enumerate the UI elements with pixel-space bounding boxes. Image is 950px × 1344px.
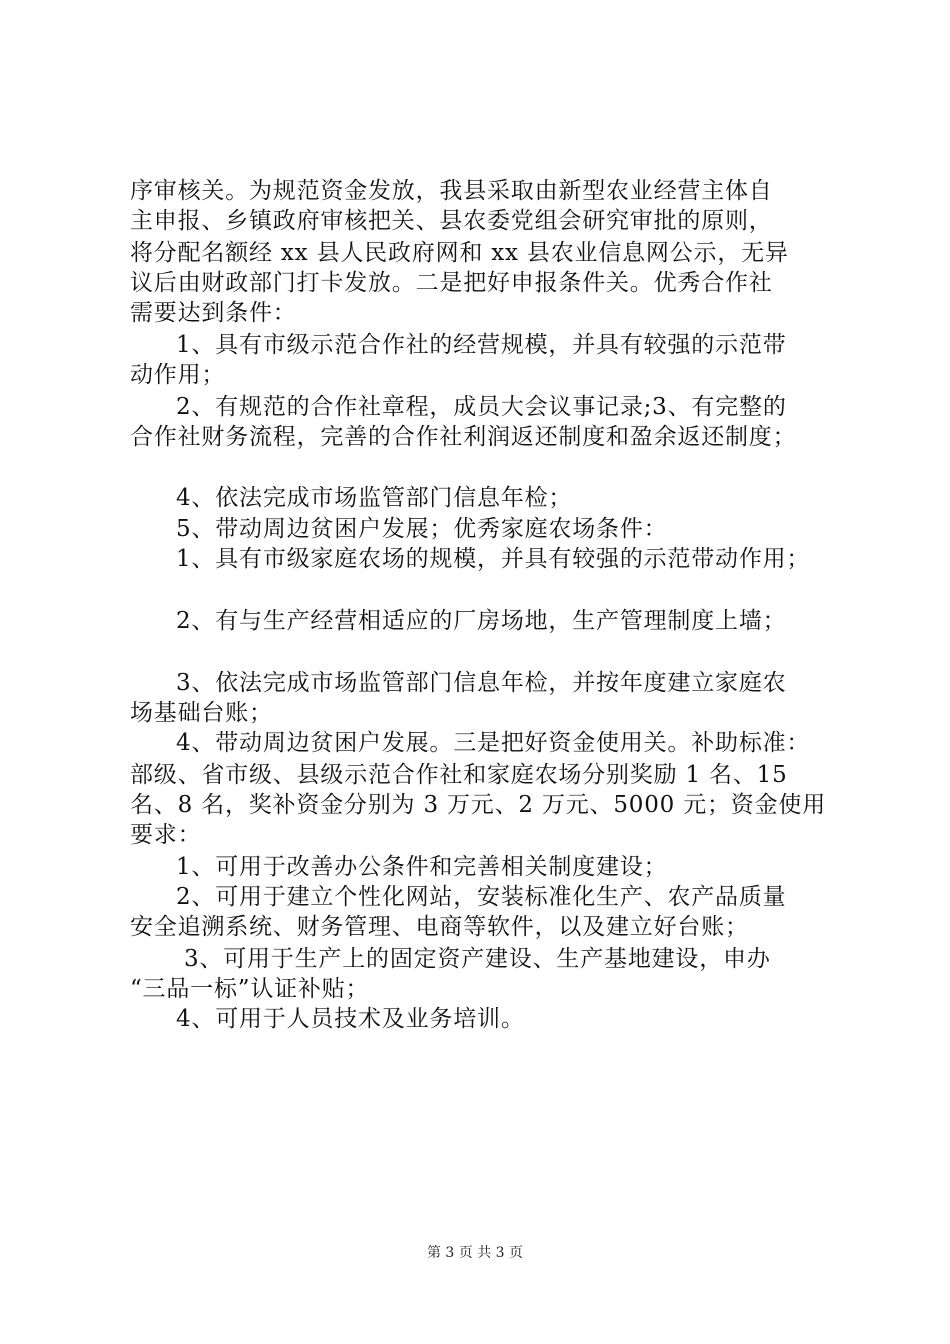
body-text-line: 部级、省市级、县级示范合作社和家庭农场分别奖励 1 名、15 [130, 762, 788, 788]
list-item-line: 2、可用于建立个性化网站，安装标准化生产、农产品质量 [176, 884, 787, 910]
list-item-line: 1、具有市级示范合作社的经营规模，并具有较强的示范带 [176, 332, 787, 358]
body-text-line: 主申报、乡镇政府审核把关、县农委党组会研究审批的原则， [130, 208, 773, 234]
body-text-line: 需要达到条件： [130, 300, 297, 326]
list-item-line: 4、可用于人员技术及业务培训。 [176, 1006, 525, 1032]
list-item-line: 3、依法完成市场监管部门信息年检，并按年度建立家庭农 [176, 670, 787, 696]
list-item-line: 1、可用于改善办公条件和完善相关制度建设； [176, 854, 668, 880]
list-item-line: 4、依法完成市场监管部门信息年检； [176, 485, 573, 511]
list-item-line: 2、有规范的合作社章程，成员大会议事记录;3、有完整的 [176, 394, 787, 420]
list-item-line: 5、带动周边贫困户发展；优秀家庭农场条件： [176, 516, 668, 542]
body-text-line: 动作用； [130, 362, 226, 388]
body-text-line: 议后由财政部门打卡发放。二是把好申报条件关。优秀合作社 [130, 270, 773, 296]
page-number-footer: 第 3 页 共 3 页 [426, 1245, 524, 1261]
body-text-line: 序审核关。为规范资金发放，我县采取由新型农业经营主体自 [130, 178, 773, 204]
list-item-line: 1、具有市级家庭农场的规模，并具有较强的示范带动作用； [176, 546, 811, 572]
list-item-line: 4、带动周边贫困户发展。三是把好资金使用关。补助标准： [176, 730, 811, 756]
list-item-line: 3、可用于生产上的固定资产建设、生产基地建设，申办 [184, 946, 771, 972]
body-text-line: 合作社财务流程，完善的合作社利润返还制度和盈余返还制度； [130, 424, 797, 450]
body-text-line: 场基础台账； [130, 700, 273, 726]
list-item-line: 2、有与生产经营相适应的厂房场地，生产管理制度上墙； [176, 608, 787, 634]
body-text-line: 名、8 名，奖补资金分别为 3 万元、2 万元、5000 元；资金使用 [130, 792, 826, 818]
body-text-line: 安全追溯系统、财务管理、电商等软件，以及建立好台账； [130, 914, 749, 940]
body-text-line: 将分配名额经 xx 县人民政府网和 xx 县农业信息网公示，无异 [130, 240, 789, 266]
body-text-line: 要求： [130, 822, 202, 848]
body-text-line: “三品一标”认证补贴； [130, 976, 370, 1002]
